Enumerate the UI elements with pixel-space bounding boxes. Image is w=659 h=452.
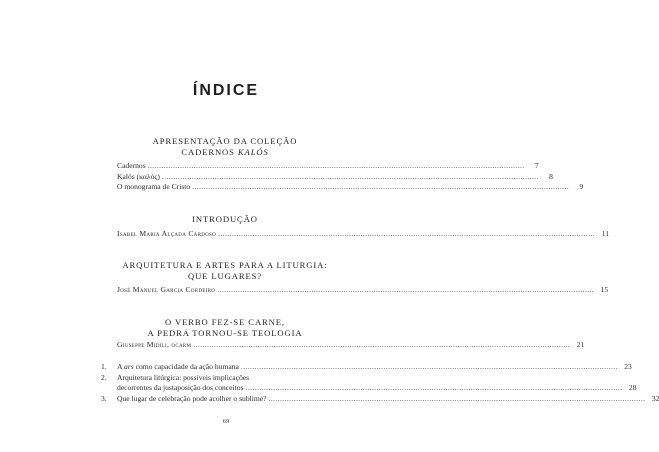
toc-entry-text: Arquitetura litúrgica: possíveis implicações [117, 372, 250, 382]
page-number: 69 [222, 418, 230, 425]
toc-numbered-entry[interactable] [101, 362, 632, 373]
toc-entry-text: A ars como capacidade da ação humana [117, 362, 239, 371]
section-heading-line: INTRODUÇÃO [192, 214, 258, 224]
toc-entry-text: O monograma de Cristo [117, 182, 191, 191]
toc-entry-number: 2. [101, 372, 107, 382]
toc-entry-number: 3. [101, 393, 107, 403]
dot-leader [218, 229, 595, 240]
toc-entry-author: Giuseppe Midili, ocarm [117, 340, 192, 349]
toc-entry-number: 1. [101, 362, 107, 371]
section-heading-line: ARQUITETURA E ARTES PARA A LITURGIA: [122, 260, 328, 270]
toc-entry[interactable] [117, 161, 539, 172]
dot-leader [162, 172, 539, 183]
toc-numbered-entry[interactable] [101, 393, 659, 405]
toc-numbered-entry[interactable] [101, 372, 637, 394]
section-heading-line: QUE LUGARES? [187, 270, 263, 281]
toc-entry-page: 28 [628, 383, 637, 392]
toc-entry[interactable] [117, 340, 585, 351]
toc-entry[interactable] [117, 182, 584, 193]
toc-entry-page: 23 [624, 362, 632, 371]
section-heading [117, 136, 333, 157]
section-heading [117, 214, 333, 225]
toc-section-introduction [117, 214, 609, 239]
dot-leader [241, 362, 618, 373]
toc-entry-author: José Manuel Garcia Cordeiro [117, 285, 216, 294]
toc-entry-text: Cadernos [117, 161, 146, 170]
toc-entry-page: 11 [601, 228, 609, 238]
section-heading-line-text: CADERNOS KALÓS [181, 146, 269, 157]
toc-entry-page: 7 [534, 161, 539, 170]
toc-entry[interactable] [117, 285, 609, 296]
dot-leader [217, 285, 594, 296]
toc-entry-page: 15 [600, 285, 609, 294]
section-heading-line: A PEDRA TORNOU-SE TEOLOGIA [147, 327, 303, 338]
italic-term: ars [123, 362, 134, 371]
section-heading-line [117, 147, 333, 158]
dot-leader [193, 340, 570, 351]
toc-section-verbo [117, 317, 585, 351]
section-heading [117, 260, 333, 281]
toc-numbered-list [101, 362, 659, 404]
toc-entry-page: 9 [579, 182, 584, 191]
toc-entry-author: Isabel Maria Alçada Cardoso [117, 228, 217, 238]
dot-leader [148, 161, 525, 172]
toc-entry[interactable] [117, 228, 609, 240]
dot-leader [192, 182, 569, 193]
section-heading-line: APRESENTAÇÃO DA COLEÇÃO [152, 136, 298, 146]
section-heading [117, 317, 333, 338]
dot-leader [246, 383, 623, 394]
page-title: ÍNDICE [192, 82, 260, 99]
italic-term: KALÓS [237, 146, 269, 157]
toc-entry-page: 8 [549, 171, 553, 181]
toc-entry-text: Que lugar de celebração pode acolher o sublime? [117, 393, 267, 403]
toc-entry-text: Kalós (καλός) [117, 171, 160, 181]
toc-entry[interactable] [117, 171, 553, 183]
toc-entry-text: decorrentes da justaposição dos conceitos [117, 383, 244, 392]
dot-leader [268, 394, 645, 405]
toc-section-architecture [117, 260, 609, 296]
toc-section-presentation [117, 136, 584, 193]
section-heading-line: O VERBO FEZ-SE CARNE, [165, 317, 285, 327]
toc-entry-page: 21 [576, 340, 585, 349]
toc-entry-page: 32 [651, 393, 659, 403]
